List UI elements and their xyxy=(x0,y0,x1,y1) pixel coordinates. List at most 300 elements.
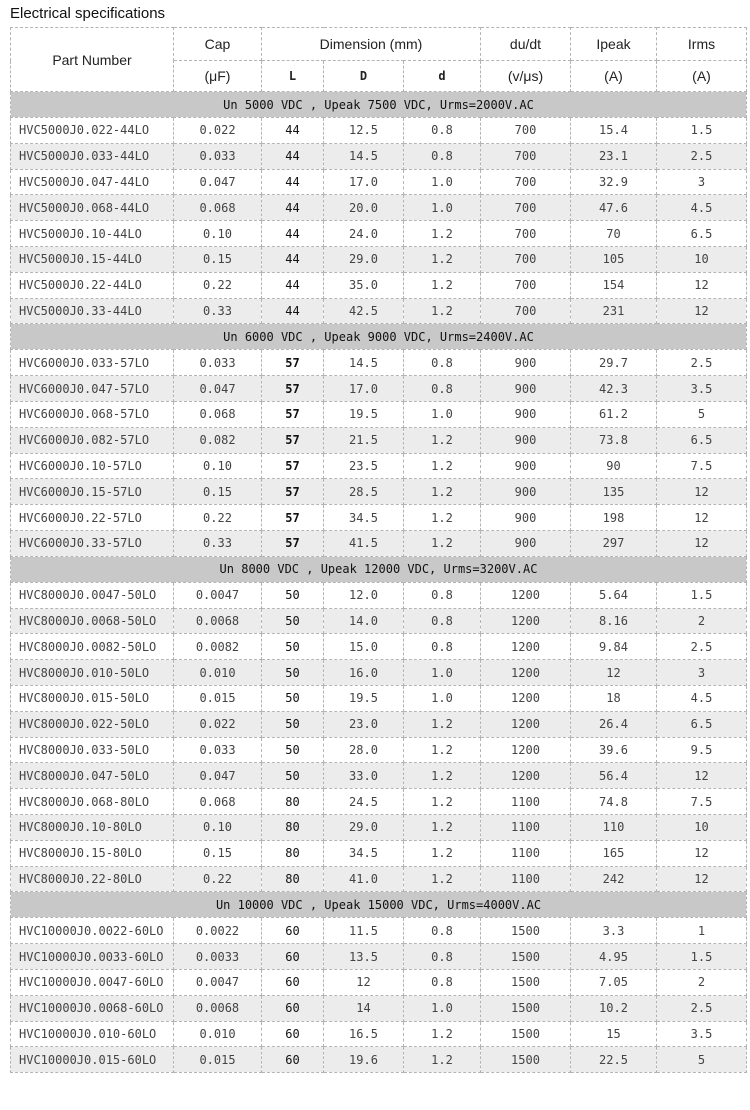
cell-dudt: 1200 xyxy=(481,660,571,686)
cell-irms: 1.5 xyxy=(657,944,747,970)
cell-part-number: HVC5000J0.068-44LO xyxy=(11,195,174,221)
cell-lead-diameter: 0.8 xyxy=(404,118,481,144)
cell-cap: 0.0068 xyxy=(174,608,262,634)
cell-dudt: 700 xyxy=(481,169,571,195)
cell-length: 57 xyxy=(262,401,324,427)
group-label: Un 8000 VDC , Upeak 12000 VDC, Urms=3200V.AC xyxy=(11,556,747,582)
cell-diameter: 15.0 xyxy=(324,634,404,660)
cell-ipeak: 105 xyxy=(571,246,657,272)
cell-dudt: 900 xyxy=(481,401,571,427)
cell-length: 57 xyxy=(262,453,324,479)
cell-ipeak: 26.4 xyxy=(571,711,657,737)
cell-diameter: 17.0 xyxy=(324,169,404,195)
cell-length: 44 xyxy=(262,118,324,144)
cell-length: 44 xyxy=(262,246,324,272)
cell-part-number: HVC10000J0.015-60LO xyxy=(11,1047,174,1073)
cell-part-number: HVC8000J0.0068-50LO xyxy=(11,608,174,634)
table-row xyxy=(11,1021,747,1047)
cell-diameter: 11.5 xyxy=(324,918,404,944)
cell-dudt: 700 xyxy=(481,246,571,272)
cell-irms: 3 xyxy=(657,660,747,686)
cell-dudt: 1200 xyxy=(481,685,571,711)
cell-diameter: 20.0 xyxy=(324,195,404,221)
cell-lead-diameter: 1.0 xyxy=(404,401,481,427)
cell-part-number: HVC8000J0.068-80LO xyxy=(11,789,174,815)
cell-dudt: 1200 xyxy=(481,711,571,737)
cell-lead-diameter: 1.2 xyxy=(404,1047,481,1073)
cell-lead-diameter: 1.2 xyxy=(404,221,481,247)
table-row xyxy=(11,427,747,453)
table-row xyxy=(11,118,747,144)
cell-length: 60 xyxy=(262,969,324,995)
cell-lead-diameter: 1.2 xyxy=(404,866,481,892)
cell-length: 57 xyxy=(262,350,324,376)
cell-diameter: 19.5 xyxy=(324,685,404,711)
cell-ipeak: 47.6 xyxy=(571,195,657,221)
cell-irms: 1 xyxy=(657,918,747,944)
cell-lead-diameter: 0.8 xyxy=(404,944,481,970)
table-row xyxy=(11,169,747,195)
cell-diameter: 24.5 xyxy=(324,789,404,815)
header-irms-unit: (A) xyxy=(657,61,747,92)
cell-cap: 0.0047 xyxy=(174,969,262,995)
table-row xyxy=(11,401,747,427)
table-row xyxy=(11,944,747,970)
cell-part-number: HVC6000J0.22-57LO xyxy=(11,505,174,531)
table-row xyxy=(11,530,747,556)
cell-length: 44 xyxy=(262,195,324,221)
cell-cap: 0.0082 xyxy=(174,634,262,660)
cell-dudt: 900 xyxy=(481,505,571,531)
cell-irms: 2.5 xyxy=(657,995,747,1021)
cell-cap: 0.22 xyxy=(174,272,262,298)
cell-irms: 2.5 xyxy=(657,634,747,660)
cell-diameter: 34.5 xyxy=(324,840,404,866)
cell-part-number: HVC10000J0.0033-60LO xyxy=(11,944,174,970)
cell-irms: 12 xyxy=(657,479,747,505)
cell-length: 44 xyxy=(262,169,324,195)
cell-dudt: 1500 xyxy=(481,1021,571,1047)
cell-dudt: 900 xyxy=(481,376,571,402)
table-row xyxy=(11,840,747,866)
cell-diameter: 41.5 xyxy=(324,530,404,556)
cell-cap: 0.068 xyxy=(174,401,262,427)
header-cap-unit: (μF) xyxy=(174,61,262,92)
cell-irms: 4.5 xyxy=(657,195,747,221)
cell-irms: 12 xyxy=(657,272,747,298)
cell-lead-diameter: 1.2 xyxy=(404,763,481,789)
cell-cap: 0.0033 xyxy=(174,944,262,970)
cell-length: 57 xyxy=(262,376,324,402)
cell-irms: 3.5 xyxy=(657,1021,747,1047)
cell-part-number: HVC8000J0.047-50LO xyxy=(11,763,174,789)
cell-irms: 12 xyxy=(657,298,747,324)
cell-lead-diameter: 1.2 xyxy=(404,479,481,505)
cell-part-number: HVC5000J0.22-44LO xyxy=(11,272,174,298)
cell-lead-diameter: 1.0 xyxy=(404,169,481,195)
cell-irms: 6.5 xyxy=(657,711,747,737)
cell-ipeak: 74.8 xyxy=(571,789,657,815)
table-row xyxy=(11,221,747,247)
cell-cap: 0.15 xyxy=(174,246,262,272)
cell-cap: 0.047 xyxy=(174,169,262,195)
cell-irms: 12 xyxy=(657,866,747,892)
cell-diameter: 14.5 xyxy=(324,143,404,169)
cell-diameter: 13.5 xyxy=(324,944,404,970)
cell-dudt: 1500 xyxy=(481,918,571,944)
cell-irms: 10 xyxy=(657,246,747,272)
cell-part-number: HVC6000J0.33-57LO xyxy=(11,530,174,556)
table-row xyxy=(11,298,747,324)
cell-ipeak: 4.95 xyxy=(571,944,657,970)
table-row xyxy=(11,246,747,272)
cell-dudt: 1200 xyxy=(481,608,571,634)
cell-part-number: HVC8000J0.10-80LO xyxy=(11,814,174,840)
cell-length: 57 xyxy=(262,530,324,556)
cell-part-number: HVC8000J0.015-50LO xyxy=(11,685,174,711)
cell-lead-diameter: 1.2 xyxy=(404,272,481,298)
cell-diameter: 12.0 xyxy=(324,582,404,608)
cell-cap: 0.047 xyxy=(174,763,262,789)
cell-ipeak: 10.2 xyxy=(571,995,657,1021)
cell-diameter: 33.0 xyxy=(324,763,404,789)
cell-cap: 0.15 xyxy=(174,840,262,866)
cell-lead-diameter: 1.0 xyxy=(404,660,481,686)
cell-lead-diameter: 1.2 xyxy=(404,1021,481,1047)
cell-lead-diameter: 1.2 xyxy=(404,840,481,866)
cell-part-number: HVC6000J0.082-57LO xyxy=(11,427,174,453)
header-ipeak: Ipeak xyxy=(571,28,657,61)
cell-ipeak: 32.9 xyxy=(571,169,657,195)
cell-dudt: 1200 xyxy=(481,634,571,660)
cell-dudt: 900 xyxy=(481,530,571,556)
header-dim-d-big: D xyxy=(324,61,404,92)
cell-lead-diameter: 1.2 xyxy=(404,789,481,815)
table-row xyxy=(11,814,747,840)
cell-dudt: 1200 xyxy=(481,737,571,763)
cell-diameter: 23.5 xyxy=(324,453,404,479)
cell-irms: 2 xyxy=(657,608,747,634)
cell-part-number: HVC5000J0.15-44LO xyxy=(11,246,174,272)
cell-ipeak: 23.1 xyxy=(571,143,657,169)
group-label: Un 10000 VDC , Upeak 15000 VDC, Urms=4000V.AC xyxy=(11,892,747,918)
cell-irms: 1.5 xyxy=(657,582,747,608)
cell-irms: 12 xyxy=(657,840,747,866)
cell-lead-diameter: 1.2 xyxy=(404,505,481,531)
header-dim-l: L xyxy=(262,61,324,92)
cell-dudt: 1100 xyxy=(481,866,571,892)
table-row xyxy=(11,505,747,531)
cell-lead-diameter: 1.0 xyxy=(404,195,481,221)
cell-lead-diameter: 0.8 xyxy=(404,350,481,376)
cell-diameter: 16.5 xyxy=(324,1021,404,1047)
cell-lead-diameter: 1.0 xyxy=(404,995,481,1021)
cell-ipeak: 18 xyxy=(571,685,657,711)
cell-dudt: 700 xyxy=(481,221,571,247)
cell-irms: 2.5 xyxy=(657,143,747,169)
cell-dudt: 1100 xyxy=(481,840,571,866)
cell-ipeak: 9.84 xyxy=(571,634,657,660)
cell-diameter: 14 xyxy=(324,995,404,1021)
cell-part-number: HVC6000J0.068-57LO xyxy=(11,401,174,427)
cell-part-number: HVC5000J0.33-44LO xyxy=(11,298,174,324)
header-dudt: du/dt xyxy=(481,28,571,61)
cell-lead-diameter: 0.8 xyxy=(404,969,481,995)
table-row xyxy=(11,195,747,221)
cell-length: 60 xyxy=(262,944,324,970)
cell-ipeak: 15.4 xyxy=(571,118,657,144)
table-row xyxy=(11,789,747,815)
table-row xyxy=(11,634,747,660)
cell-length: 60 xyxy=(262,918,324,944)
group-header-row xyxy=(11,892,747,918)
cell-dudt: 1100 xyxy=(481,814,571,840)
cell-irms: 2.5 xyxy=(657,350,747,376)
group-header-row xyxy=(11,556,747,582)
cell-lead-diameter: 1.2 xyxy=(404,530,481,556)
cell-diameter: 23.0 xyxy=(324,711,404,737)
cell-cap: 0.033 xyxy=(174,737,262,763)
cell-ipeak: 135 xyxy=(571,479,657,505)
table-row xyxy=(11,272,747,298)
cell-dudt: 1500 xyxy=(481,1047,571,1073)
cell-diameter: 21.5 xyxy=(324,427,404,453)
cell-lead-diameter: 0.8 xyxy=(404,376,481,402)
cell-cap: 0.0022 xyxy=(174,918,262,944)
cell-ipeak: 56.4 xyxy=(571,763,657,789)
cell-part-number: HVC8000J0.022-50LO xyxy=(11,711,174,737)
cell-part-number: HVC5000J0.047-44LO xyxy=(11,169,174,195)
cell-cap: 0.0068 xyxy=(174,995,262,1021)
cell-length: 50 xyxy=(262,711,324,737)
cell-irms: 12 xyxy=(657,530,747,556)
cell-ipeak: 70 xyxy=(571,221,657,247)
cell-part-number: HVC8000J0.010-50LO xyxy=(11,660,174,686)
cell-cap: 0.15 xyxy=(174,479,262,505)
table-row xyxy=(11,711,747,737)
cell-diameter: 19.5 xyxy=(324,401,404,427)
cell-irms: 12 xyxy=(657,763,747,789)
cell-irms: 10 xyxy=(657,814,747,840)
cell-ipeak: 73.8 xyxy=(571,427,657,453)
cell-lead-diameter: 1.2 xyxy=(404,711,481,737)
group-label: Un 6000 VDC , Upeak 9000 VDC, Urms=2400V.AC xyxy=(11,324,747,350)
table-row xyxy=(11,479,747,505)
spec-table xyxy=(10,27,747,1073)
cell-irms: 12 xyxy=(657,505,747,531)
cell-diameter: 29.0 xyxy=(324,246,404,272)
cell-dudt: 1500 xyxy=(481,995,571,1021)
cell-length: 57 xyxy=(262,505,324,531)
cell-diameter: 35.0 xyxy=(324,272,404,298)
cell-length: 80 xyxy=(262,866,324,892)
cell-dudt: 700 xyxy=(481,118,571,144)
cell-irms: 3.5 xyxy=(657,376,747,402)
cell-lead-diameter: 0.8 xyxy=(404,582,481,608)
cell-length: 80 xyxy=(262,814,324,840)
cell-dudt: 1200 xyxy=(481,582,571,608)
cell-lead-diameter: 1.0 xyxy=(404,685,481,711)
cell-cap: 0.33 xyxy=(174,530,262,556)
cell-length: 44 xyxy=(262,298,324,324)
cell-cap: 0.033 xyxy=(174,143,262,169)
cell-diameter: 42.5 xyxy=(324,298,404,324)
cell-ipeak: 3.3 xyxy=(571,918,657,944)
header-irms: Irms xyxy=(657,28,747,61)
table-row xyxy=(11,1047,747,1073)
cell-dudt: 900 xyxy=(481,453,571,479)
cell-cap: 0.10 xyxy=(174,453,262,479)
cell-length: 57 xyxy=(262,479,324,505)
cell-ipeak: 110 xyxy=(571,814,657,840)
table-row xyxy=(11,608,747,634)
cell-cap: 0.068 xyxy=(174,195,262,221)
cell-ipeak: 231 xyxy=(571,298,657,324)
cell-ipeak: 15 xyxy=(571,1021,657,1047)
cell-part-number: HVC6000J0.10-57LO xyxy=(11,453,174,479)
cell-length: 50 xyxy=(262,582,324,608)
cell-cap: 0.22 xyxy=(174,866,262,892)
cell-part-number: HVC5000J0.10-44LO xyxy=(11,221,174,247)
cell-length: 44 xyxy=(262,143,324,169)
table-row xyxy=(11,763,747,789)
cell-length: 50 xyxy=(262,685,324,711)
cell-lead-diameter: 1.2 xyxy=(404,246,481,272)
group-header-row xyxy=(11,324,747,350)
cell-irms: 1.5 xyxy=(657,118,747,144)
cell-cap: 0.015 xyxy=(174,1047,262,1073)
cell-cap: 0.010 xyxy=(174,1021,262,1047)
table-row xyxy=(11,453,747,479)
cell-length: 80 xyxy=(262,840,324,866)
cell-cap: 0.022 xyxy=(174,118,262,144)
group-label: Un 5000 VDC , Upeak 7500 VDC, Urms=2000V.AC xyxy=(11,92,747,118)
table-row xyxy=(11,660,747,686)
cell-dudt: 1100 xyxy=(481,789,571,815)
cell-part-number: HVC10000J0.0022-60LO xyxy=(11,918,174,944)
cell-ipeak: 61.2 xyxy=(571,401,657,427)
cell-cap: 0.0047 xyxy=(174,582,262,608)
header-dimension: Dimension (mm) xyxy=(262,28,481,61)
cell-part-number: HVC8000J0.033-50LO xyxy=(11,737,174,763)
cell-dudt: 1500 xyxy=(481,969,571,995)
table-row xyxy=(11,376,747,402)
cell-ipeak: 154 xyxy=(571,272,657,298)
table-row xyxy=(11,737,747,763)
cell-length: 44 xyxy=(262,221,324,247)
cell-lead-diameter: 0.8 xyxy=(404,634,481,660)
cell-length: 50 xyxy=(262,608,324,634)
cell-cap: 0.010 xyxy=(174,660,262,686)
cell-ipeak: 7.05 xyxy=(571,969,657,995)
cell-part-number: HVC6000J0.15-57LO xyxy=(11,479,174,505)
cell-irms: 6.5 xyxy=(657,221,747,247)
cell-irms: 4.5 xyxy=(657,685,747,711)
cell-lead-diameter: 1.2 xyxy=(404,298,481,324)
cell-part-number: HVC6000J0.047-57LO xyxy=(11,376,174,402)
cell-irms: 9.5 xyxy=(657,737,747,763)
cell-ipeak: 8.16 xyxy=(571,608,657,634)
cell-diameter: 24.0 xyxy=(324,221,404,247)
table-body xyxy=(11,92,747,1073)
cell-irms: 3 xyxy=(657,169,747,195)
cell-length: 50 xyxy=(262,737,324,763)
cell-cap: 0.33 xyxy=(174,298,262,324)
cell-ipeak: 12 xyxy=(571,660,657,686)
cell-part-number: HVC6000J0.033-57LO xyxy=(11,350,174,376)
table-row xyxy=(11,582,747,608)
cell-irms: 7.5 xyxy=(657,789,747,815)
cell-part-number: HVC8000J0.22-80LO xyxy=(11,866,174,892)
table-row xyxy=(11,918,747,944)
cell-dudt: 1500 xyxy=(481,944,571,970)
cell-diameter: 34.5 xyxy=(324,505,404,531)
cell-length: 60 xyxy=(262,1047,324,1073)
cell-cap: 0.22 xyxy=(174,505,262,531)
cell-diameter: 12 xyxy=(324,969,404,995)
cell-irms: 6.5 xyxy=(657,427,747,453)
cell-diameter: 28.0 xyxy=(324,737,404,763)
cell-ipeak: 297 xyxy=(571,530,657,556)
cell-lead-diameter: 1.2 xyxy=(404,427,481,453)
cell-diameter: 29.0 xyxy=(324,814,404,840)
cell-ipeak: 242 xyxy=(571,866,657,892)
cell-ipeak: 198 xyxy=(571,505,657,531)
cell-dudt: 700 xyxy=(481,195,571,221)
cell-dudt: 900 xyxy=(481,479,571,505)
cell-cap: 0.10 xyxy=(174,814,262,840)
cell-irms: 7.5 xyxy=(657,453,747,479)
cell-ipeak: 39.6 xyxy=(571,737,657,763)
cell-part-number: HVC8000J0.0047-50LO xyxy=(11,582,174,608)
cell-length: 60 xyxy=(262,1021,324,1047)
cell-lead-diameter: 0.8 xyxy=(404,143,481,169)
cell-diameter: 28.5 xyxy=(324,479,404,505)
header-dudt-unit: (v/μs) xyxy=(481,61,571,92)
cell-part-number: HVC8000J0.0082-50LO xyxy=(11,634,174,660)
cell-cap: 0.068 xyxy=(174,789,262,815)
header-part-number: Part Number xyxy=(11,28,174,92)
cell-irms: 5 xyxy=(657,401,747,427)
cell-diameter: 14.0 xyxy=(324,608,404,634)
cell-lead-diameter: 1.2 xyxy=(404,737,481,763)
cell-irms: 5 xyxy=(657,1047,747,1073)
cell-diameter: 14.5 xyxy=(324,350,404,376)
cell-length: 50 xyxy=(262,634,324,660)
cell-dudt: 700 xyxy=(481,143,571,169)
cell-cap: 0.10 xyxy=(174,221,262,247)
cell-part-number: HVC10000J0.010-60LO xyxy=(11,1021,174,1047)
cell-part-number: HVC10000J0.0068-60LO xyxy=(11,995,174,1021)
table-row xyxy=(11,685,747,711)
cell-length: 60 xyxy=(262,995,324,1021)
cell-ipeak: 22.5 xyxy=(571,1047,657,1073)
header-dim-d-small: d xyxy=(404,61,481,92)
cell-ipeak: 29.7 xyxy=(571,350,657,376)
cell-dudt: 1200 xyxy=(481,763,571,789)
cell-length: 50 xyxy=(262,660,324,686)
cell-part-number: HVC10000J0.0047-60LO xyxy=(11,969,174,995)
header-ipeak-unit: (A) xyxy=(571,61,657,92)
cell-length: 44 xyxy=(262,272,324,298)
cell-diameter: 17.0 xyxy=(324,376,404,402)
cell-diameter: 12.5 xyxy=(324,118,404,144)
cell-part-number: HVC5000J0.033-44LO xyxy=(11,143,174,169)
cell-irms: 2 xyxy=(657,969,747,995)
cell-dudt: 900 xyxy=(481,350,571,376)
cell-cap: 0.015 xyxy=(174,685,262,711)
table-row xyxy=(11,143,747,169)
